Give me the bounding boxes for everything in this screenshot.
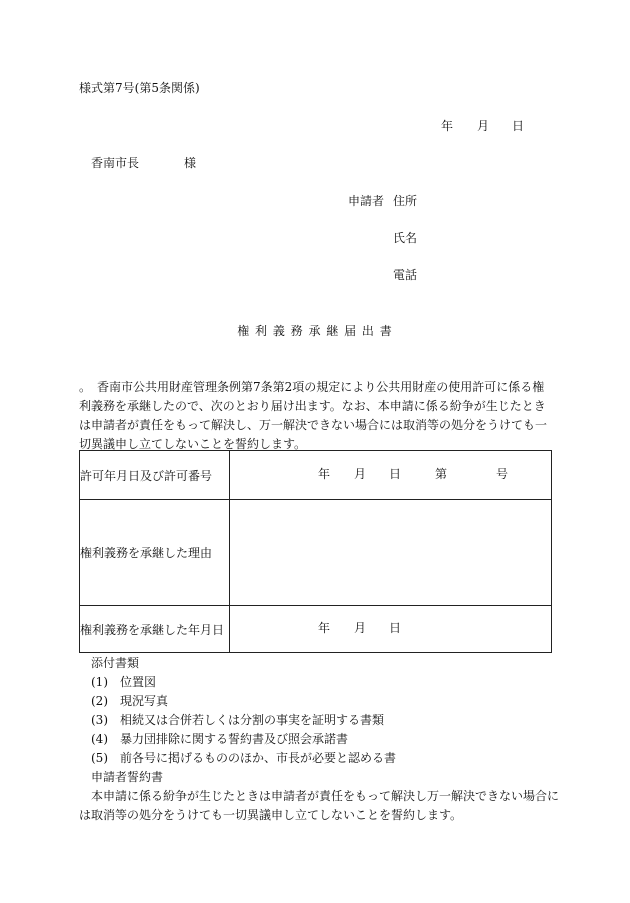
list-item: (4) 暴力団排除に関する誓約書及び照会承諾書: [91, 732, 348, 746]
table-row: [80, 606, 552, 653]
table-row: [80, 451, 552, 500]
date-month: 月: [477, 119, 490, 133]
list-item: (5) 前各号に掲げるもののほか、市長が必要と認める書: [91, 751, 397, 765]
succession-date-label: 権利義務を承継した年月日: [80, 606, 230, 653]
table-row: [80, 500, 552, 606]
date-day: 日: [512, 119, 525, 133]
permit-month: 月: [354, 467, 367, 481]
succession-year: 年: [318, 621, 331, 635]
pledge-line-1: 本申請に係る紛争が生じたときは申請者が責任をもって解決し万一解決できない場合に: [91, 789, 560, 803]
document-title: 権 利 義 務 承 継 届 出 書: [237, 324, 393, 338]
list-item: (3) 相続又は合併若しくは分割の事実を証明する書類: [91, 713, 385, 727]
list-item: (1) 位置図: [91, 675, 156, 689]
intro-paragraph: 。 香南市公共用財産管理条例第7条第2項の規定により公共用財産の使用許可に係る権利義務を承継したので、次のとおり届け出ます。なお、本申請に係る紛争が生じたときは申請者が責任をもって解決し、万一解決できない場合には取消等の処分をうけても一切異議申し立てしないことを誓約します。: [79, 380, 548, 451]
addressee-honorific: 様: [184, 156, 197, 170]
permit-date-number-label: 許可年月日及び許可番号: [80, 451, 230, 500]
attachments-section: [79, 654, 559, 825]
form-number: 様式第7号(第5条関係): [79, 81, 200, 95]
addressee-name: 香南市長: [91, 156, 140, 170]
applicant-address-label: 住所: [393, 194, 418, 208]
form-table: [79, 450, 552, 653]
applicant-phone-label: 電話: [393, 268, 418, 282]
permit-day: 日: [389, 467, 402, 481]
succession-date-field[interactable]: [230, 606, 552, 653]
permit-year: 年: [318, 467, 331, 481]
applicant-role: 申請者: [348, 194, 385, 208]
permit-go: 号: [496, 467, 509, 481]
succession-reason-field[interactable]: [230, 500, 552, 606]
succession-reason-label: 権利義務を承継した理由: [80, 500, 230, 606]
attachments-heading: 添付書類: [91, 656, 140, 670]
pledge-heading: 申請者誓約書: [91, 770, 164, 784]
permit-dai: 第: [435, 467, 448, 481]
date-year: 年: [441, 119, 454, 133]
succession-day: 日: [389, 621, 402, 635]
succession-month: 月: [354, 621, 367, 635]
pledge-line-2: は取消等の処分をうけても一切異議申し立てしないことを誓約します。: [79, 808, 463, 822]
list-item: (2) 現況写真: [91, 694, 168, 708]
permit-date-number-field[interactable]: [230, 451, 552, 500]
applicant-name-label: 氏名: [393, 231, 418, 245]
